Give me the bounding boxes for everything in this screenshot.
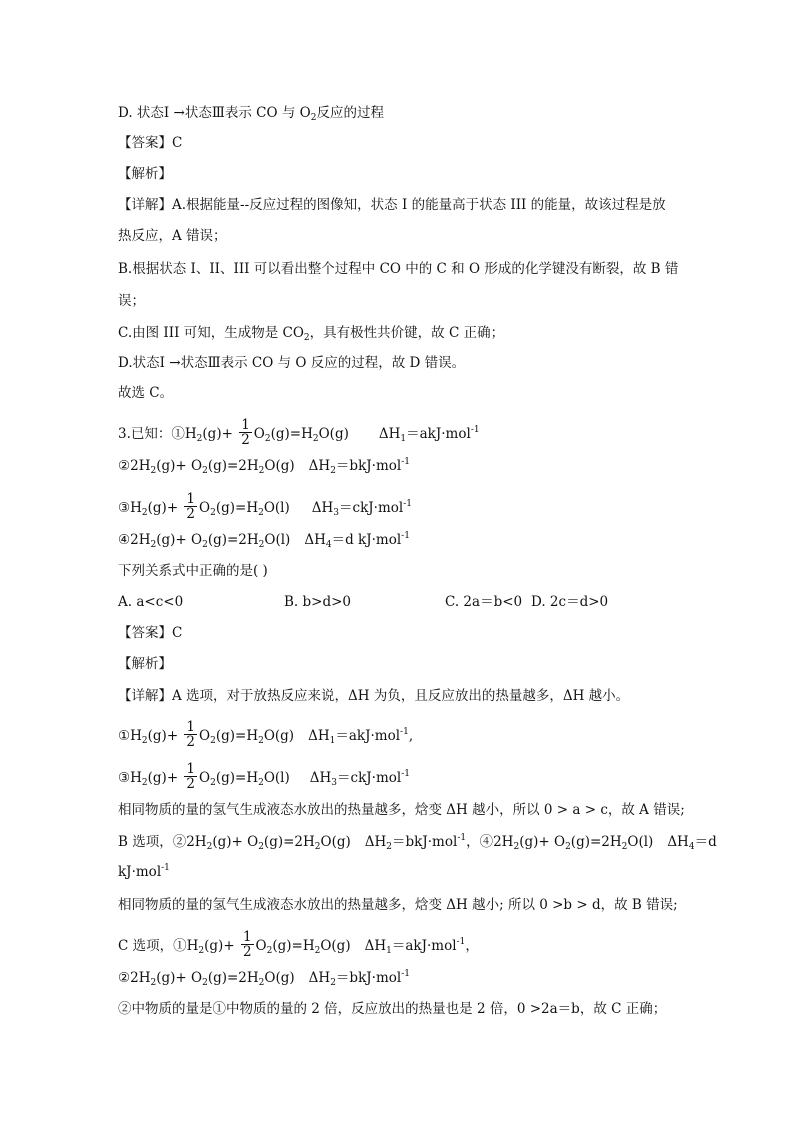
text: O(g) — [320, 834, 351, 850]
detail2-equation-2 — [118, 969, 410, 987]
text: ④ — [118, 532, 131, 548]
text: ， — [466, 834, 480, 850]
text: ＝d — [694, 834, 717, 850]
text: 2H — [186, 834, 207, 850]
subscript: 2 — [202, 466, 208, 476]
subscript: 2 — [206, 842, 213, 852]
text: O — [199, 770, 211, 786]
text: ， — [465, 938, 479, 954]
fraction-half — [184, 720, 197, 749]
detail2-line-c — [118, 929, 479, 961]
text: (g)=H — [272, 938, 315, 954]
text: ΔH — [308, 970, 331, 986]
text: ＝bkJ·mol — [335, 970, 402, 986]
option-a: A. a<c<0 — [118, 594, 184, 610]
text: O — [255, 938, 267, 954]
superscript: -1 — [401, 457, 410, 467]
text: C 选项，① — [118, 938, 187, 954]
text: ＝d kJ·mol — [331, 532, 402, 548]
text: B 选项，② — [118, 834, 187, 850]
subscript: 2 — [210, 736, 216, 746]
option-c: C. 2a＝b<0 — [445, 594, 523, 610]
subscript: 2 — [141, 508, 148, 518]
text: 2H — [130, 970, 151, 986]
text: (g) — [147, 770, 167, 786]
subscript: 2 — [258, 466, 265, 476]
detail2-equation-3 — [118, 761, 410, 793]
text: + O — [175, 970, 203, 986]
text: + — [223, 938, 235, 954]
subscript: 2 — [565, 842, 571, 852]
subscript: 2 — [258, 508, 264, 518]
subscript: 2 — [141, 778, 148, 788]
text: O(g) — [264, 970, 295, 986]
text: (g) — [204, 938, 224, 954]
text: ΔH — [309, 770, 332, 786]
text: O(g) — [320, 938, 351, 954]
detail-line-2: 热反应，A 错误； — [118, 228, 227, 244]
text: + O — [175, 458, 203, 474]
text: H — [130, 770, 142, 786]
denominator: 2 — [186, 776, 196, 792]
detail2-line-b-cont — [118, 863, 170, 881]
superscript: -1 — [400, 727, 409, 737]
subscript: 2 — [198, 946, 205, 956]
text: ＝akJ·mol — [335, 728, 401, 744]
text: 2H — [130, 458, 151, 474]
text: + O — [538, 834, 566, 850]
text: O — [253, 426, 265, 442]
detail-line-5 — [118, 324, 504, 342]
text: + — [166, 770, 179, 786]
text: (g)=H — [215, 728, 259, 744]
subscript: 2 — [258, 736, 264, 746]
detail2-line-a: 相同物质的量的氢气生成液态水放出的热量越多，焓变 ΔH 越小，所以 0 > a > c，故 A 错误; — [118, 802, 685, 818]
text: ＝akJ·mol — [391, 938, 457, 954]
text: (g)=2H — [207, 970, 259, 986]
text: (g)=H — [215, 770, 259, 786]
subscript: 2 — [141, 736, 148, 746]
text: (g)=2H — [207, 532, 259, 548]
text: ，具有极性共价键，故 C 正确； — [309, 325, 505, 341]
text: (g)=2H — [570, 834, 622, 850]
text: (g)=H — [215, 500, 259, 516]
q3-equation-4 — [118, 531, 410, 549]
text: ③ — [118, 770, 131, 786]
text: ΔH — [378, 426, 401, 442]
text: O — [199, 500, 211, 516]
superscript: -1 — [403, 499, 412, 509]
denominator: 2 — [186, 734, 196, 750]
numerator: 1 — [186, 719, 196, 735]
denominator: 2 — [242, 944, 252, 960]
subscript: 4 — [688, 842, 695, 852]
q3-options — [118, 593, 638, 611]
text: 2H — [130, 532, 151, 548]
subscript: 2 — [258, 978, 265, 988]
text: ③ — [118, 500, 131, 516]
text: ＝bkJ·mol — [335, 458, 402, 474]
text: 3.已知：① — [118, 426, 185, 442]
text: kJ·mol — [118, 864, 162, 880]
q3-question: 下列关系式中正确的是( ) — [118, 563, 268, 579]
subscript: 2 — [150, 466, 157, 476]
detail-line-4: 误； — [118, 293, 145, 309]
text: , — [408, 728, 414, 744]
numerator: 1 — [242, 929, 252, 945]
subscript: 2 — [386, 842, 393, 852]
text: + O — [231, 834, 259, 850]
superscript: -1 — [457, 833, 467, 843]
fraction-half — [184, 492, 197, 521]
detail2-equation-1 — [118, 719, 414, 751]
subscript: 1 — [329, 736, 336, 746]
text: (g) — [156, 458, 176, 474]
text: O(g) — [263, 728, 295, 744]
text: 2H — [493, 834, 514, 850]
numerator: 1 — [186, 491, 196, 507]
subscript: 3 — [331, 778, 338, 788]
text: ΔH — [308, 728, 330, 744]
subscript: 2 — [202, 978, 208, 988]
fraction-half — [239, 418, 252, 447]
analysis-label-2: 【解析】 — [118, 656, 172, 672]
text: H — [130, 728, 142, 744]
option-d: D. 2c＝d>0 — [531, 594, 609, 610]
text: O — [199, 728, 211, 744]
answer-label: 【答案】C — [118, 135, 183, 151]
subscript: 2 — [314, 946, 321, 956]
text: O(g) — [264, 458, 295, 474]
subscript: 2 — [210, 508, 216, 518]
text: C.由图 III 可知，生成物是 CO — [118, 325, 304, 341]
text: (g) — [156, 970, 176, 986]
text: ΔH — [667, 834, 689, 850]
text: ② — [118, 458, 131, 474]
subscript: 2 — [258, 778, 264, 788]
text: O(l) — [263, 770, 290, 786]
text: (g) — [147, 500, 167, 516]
subscript: 2 — [314, 842, 321, 852]
fraction-half — [241, 930, 254, 959]
superscript: -1 — [470, 425, 480, 435]
superscript: -1 — [401, 769, 410, 779]
q3-equation-3 — [118, 491, 412, 523]
numerator: 1 — [241, 417, 250, 433]
text: ① — [118, 728, 131, 744]
subscript: 2 — [330, 466, 336, 476]
subscript: 4 — [325, 540, 332, 550]
analysis-label: 【解析】 — [118, 166, 172, 182]
subscript: 1 — [386, 946, 392, 956]
text: H — [184, 426, 197, 442]
subscript: 2 — [310, 113, 317, 123]
detail2-line-1: 【详解】A 选项，对于放热反应来说，ΔH 为负，且反应放出的热量越多，ΔH 越小。 — [118, 688, 630, 704]
subscript: 1 — [400, 434, 407, 444]
text: (g)=2H — [207, 458, 259, 474]
subscript: 2 — [196, 434, 203, 444]
subscript: 2 — [303, 333, 310, 343]
detail2-line-c2: ②中物质的量是①中物质的量的 2 倍，反应放出的热量也是 2 倍，0 >2a＝b，故 C 正确； — [118, 1001, 667, 1017]
subscript: 2 — [150, 978, 157, 988]
text: 反应的过程 — [316, 105, 384, 121]
subscript: 2 — [202, 540, 208, 550]
superscript: -1 — [401, 531, 410, 541]
detail-line-1: 【详解】A.根据能量--反应过程的图像知，状态 I 的能量高于状态 III 的能量，故该过程是放 — [118, 197, 666, 213]
option-d-line — [118, 104, 384, 122]
subscript: 3 — [333, 508, 340, 518]
numerator: 1 — [186, 761, 196, 777]
answer-label-2: 【答案】C — [118, 625, 183, 641]
text: (g) — [519, 834, 539, 850]
detail-line-6: D.状态Ⅰ →状态Ⅲ表示 CO 与 O 反应的过程，故 D 错误。 — [118, 355, 466, 371]
subscript: 2 — [266, 946, 273, 956]
text: O(g) — [318, 426, 349, 442]
text: O(l) — [627, 834, 654, 850]
subscript: 2 — [330, 978, 336, 988]
text: H — [186, 938, 199, 954]
text: (g)=2H — [263, 834, 315, 850]
superscript: -1 — [456, 937, 466, 947]
text: D. 状态Ⅰ →状态Ⅲ表示 CO 与 O — [118, 105, 311, 121]
text: ＝ckJ·mol — [339, 500, 404, 516]
subscript: 2 — [513, 842, 520, 852]
subscript: 2 — [210, 778, 216, 788]
subscript: 2 — [312, 434, 319, 444]
q3-equation-1 — [118, 417, 480, 449]
text: ΔH — [311, 500, 334, 516]
text: ④ — [479, 834, 494, 850]
text: ＝ckJ·mol — [337, 770, 402, 786]
superscript: -1 — [161, 863, 170, 873]
text: ΔH — [364, 834, 387, 850]
subscript: 2 — [258, 842, 264, 852]
detail-line-3: B.根据状态 I、II、III 可以看出整个过程中 CO 中的 C 和 O 形成的化学键没有断裂，故 B 错 — [118, 261, 679, 277]
text: O(l) — [263, 500, 290, 516]
text: H — [130, 500, 142, 516]
text: + — [221, 426, 233, 442]
detail2-line-b — [118, 833, 717, 851]
text: + — [166, 500, 179, 516]
text: (g) — [202, 426, 222, 442]
fraction-half — [184, 762, 197, 791]
text: ＝bkJ·mol — [392, 834, 458, 850]
subscript: 2 — [264, 434, 271, 444]
option-b: B. b>d>0 — [284, 594, 351, 610]
q3-equation-2 — [118, 457, 410, 475]
conclusion-line: 故选 C。 — [118, 385, 174, 401]
text: (g) — [147, 728, 167, 744]
subscript: 2 — [258, 540, 265, 550]
detail2-line-b2: 相同物质的量的氢气生成液态水放出的热量越多，焓变 ΔH 越小; 所以 0 >b > d，故 B 错误; — [118, 897, 678, 913]
text: ΔH — [308, 458, 331, 474]
text: ΔH — [304, 532, 326, 548]
text: ② — [118, 970, 131, 986]
superscript: -1 — [401, 969, 410, 979]
text: + — [166, 728, 179, 744]
text: O(l) — [264, 532, 291, 548]
text: (g) — [212, 834, 232, 850]
text: (g) — [156, 532, 176, 548]
text: ΔH — [364, 938, 387, 954]
subscript: 2 — [621, 842, 628, 852]
denominator: 2 — [186, 506, 196, 522]
denominator: 2 — [241, 432, 250, 448]
text: + O — [175, 532, 203, 548]
text: ＝akJ·mol — [406, 426, 471, 442]
subscript: 2 — [150, 540, 157, 550]
text: (g)=H — [270, 426, 313, 442]
